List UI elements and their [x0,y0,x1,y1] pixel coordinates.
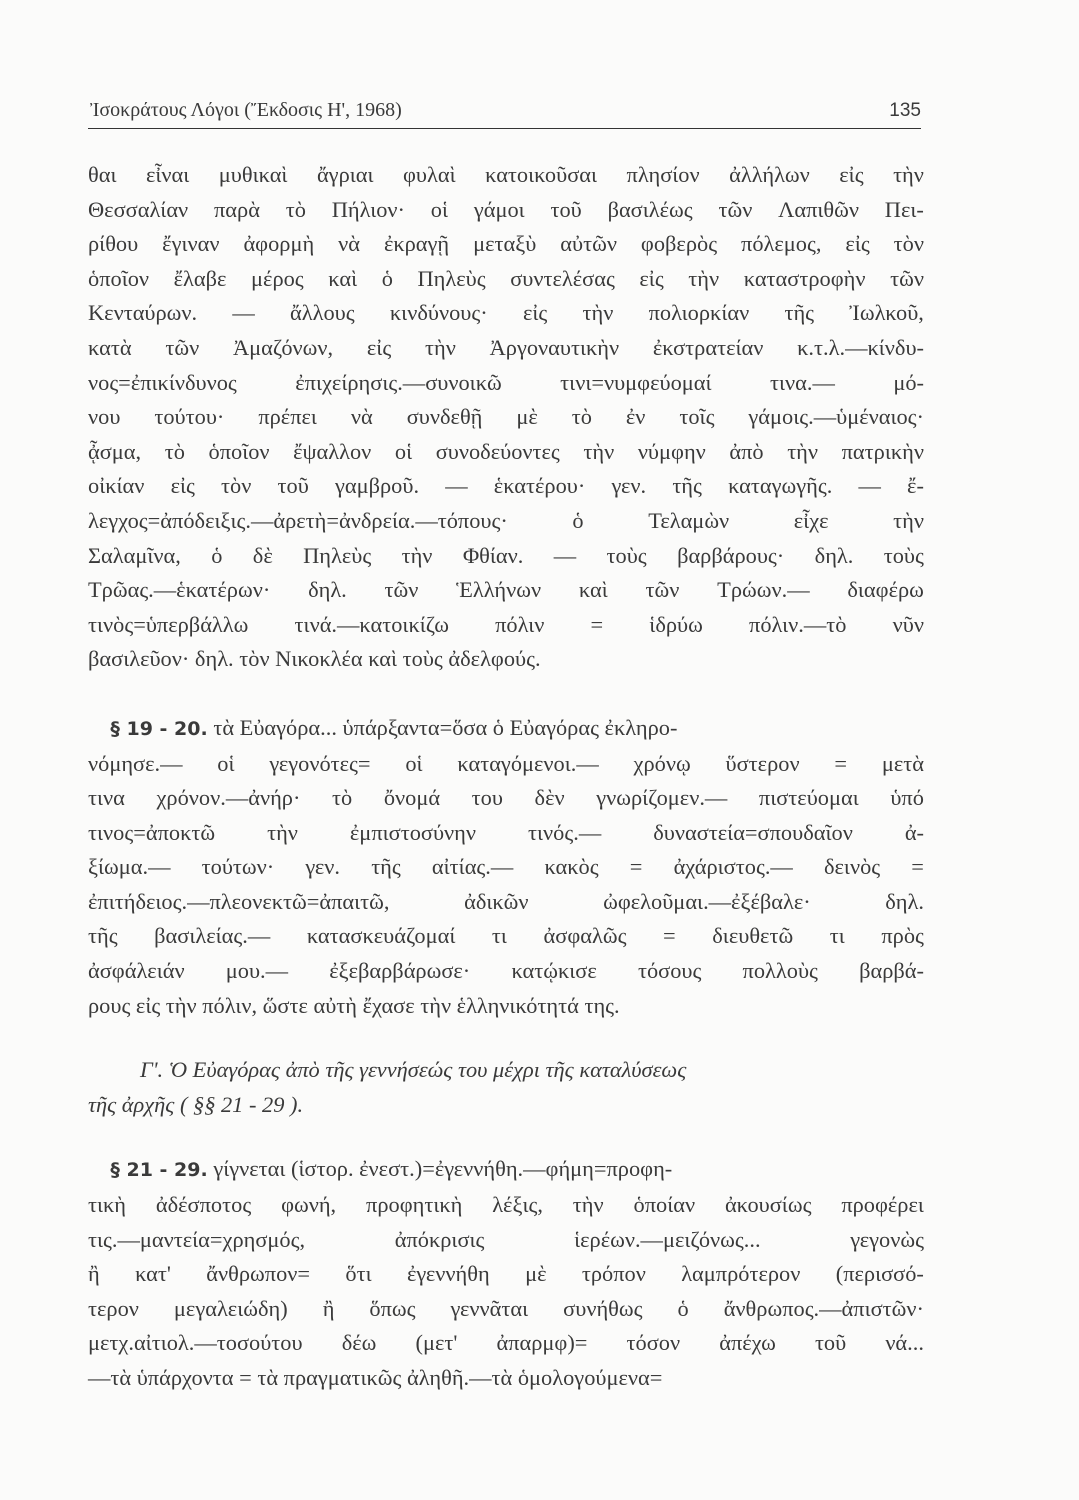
text-line: τινὸς=ὑπερβάλλω τινά.—κατοικίζω πόλιν = ἱδρύω πόλιν.—τὸ νῦν [88,611,924,637]
text-line: νου τούτου· πρέπει νὰ συνδεθῇ μὲ τὸ ἐν τοῖς γάμοις.—ὑμέναιος· [88,404,924,430]
text-line: μετχ.αἰτιολ.—τοσούτου δέω (μετ' ἀπαρμφ)= τόσον ἀπέχω τοῦ νά... [88,1330,924,1356]
commentary-paragraph-2 [88,711,924,1023]
text-line: νος=ἐπικίνδυνος ἐπιχείρησις.—συνοικῶ τινι=νυμφεύομαί τινα.— μό- [88,369,924,395]
text-line: Σαλαμῖνα, ὁ δὲ Πηλεὺς τὴν Φθίαν. — τοὺς βαρβάρους· δηλ. τοὺς [88,542,924,568]
text-line: τινα χρόνον.—ἀνήρ· τὸ ὄνομά του δὲν γνωρίζομεν.— πιστεύομαι ὑπό [88,785,924,811]
running-header [88,92,921,129]
section-heading-line-1: Γ'. Ὁ Εὐαγόρας ἀπὸ τῆς γεννήσεώς του μέχρι τῆς καταλύσεως [140,1057,687,1083]
section-heading [88,1053,924,1122]
text-line: τερον μεγαλειώδη) ἢ ὅπως γεννᾶται συνήθως ὁ ἄνθρωπος.—ἀπιστῶν· [88,1295,924,1321]
text-line: ξίωμα.— τούτων· γεν. τῆς αἰτίας.— κακὸς = ἀχάριστος.— δεινὸς = [88,854,924,880]
text-line: λεγχος=ἀπόδειξις.—ἀρετὴ=ἀνδρεία.—τόπους· ὁ Τελαμὼν εἶχε τὴν [88,507,924,533]
text-line: θαι εἶναι μυθικαὶ ἄγριαι φυλαὶ κατοικοῦσαι πλησίον ἀλλήλων εἰς τὴν [88,162,924,187]
text-line: Τρῶας.—ἑκατέρων· δηλ. τῶν Ἑλλήνων καὶ τῶν Τρώων.— διαφέρω [88,577,924,603]
text-line: ἀσφάλειάν μου.— ἐξεβαρβάρωσε· κατῴκισε τόσους πολλοὺς βαρβά- [88,958,924,984]
text-line: ρους εἰς τὴν πόλιν, ὥστε αὐτὴ ἔχασε τὴν ἑλληνικότητά της. [88,992,620,1018]
text-line: οἰκίαν εἰς τὸν τοῦ γαμβροῦ. — ἑκατέρου· γεν. τῆς καταγωγῆς. — ἔ- [88,473,924,499]
text-line: κατὰ τῶν Ἀμαζόνων, εἰς τὴν Ἀργοναυτικὴν ἐκστρατείαν κ.τ.λ.—κίνδυ- [88,334,924,360]
text-line: ἢ κατ' ἄνθρωπον= ὅτι ἐγεννήθη μὲ τρόπον λαμπρότερον (περισσό- [88,1261,924,1287]
text-line: τινος=ἀποκτῶ τὴν ἐμπιστοσύνην τινός.— δυναστεία=σπουδαῖον ἀ- [88,819,924,845]
section-mark: § 19 - 20. [110,717,208,740]
text-line: τῆς βασιλείας.— κατασκευάζομαί τι ἀσφαλῶς = διευθετῶ τι πρὸς [88,923,924,949]
body-text [88,158,924,1396]
text-line: βασιλεῦον· δηλ. τὸν Νικοκλέα καὶ τοὺς ἀδελφούς. [88,646,541,672]
commentary-paragraph-1 [88,158,924,677]
section-mark: § 21 - 29. [110,1159,208,1182]
text-line: τικὴ ἀδέσποτος φωνή, προφητικὴ λέξις, τὴν ὁποίαν ἀκουσίως προφέρει [88,1192,924,1218]
text-line: ἐπιτήδειος.—πλεονεκτῶ=ἀπαιτῶ, ἀδικῶν ὠφελοῦμαι.—ἐξέβαλε· δηλ. [88,888,924,914]
section-start-line: § 21 - 29. γίγνεται (ἱστορ. ἐνεστ.)=ἐγεννήθη.—φήμη=προφη- [110,1156,673,1182]
section-start-line: § 19 - 20. τὰ Εὐαγόρα... ὑπάρξαντα=ὅσα ὁ Εὐαγόρας ἐκληρο- [110,714,678,740]
text-line: ὁποῖον ἔλαβε μέρος καὶ ὁ Πηλεὺς συντελέσας εἰς τὴν καταστροφὴν τῶν [88,265,924,291]
text-line: Θεσσαλίαν παρὰ τὸ Πήλιον· οἱ γάμοι τοῦ βασιλέως τῶν Λαπιθῶν Πει- [88,196,924,222]
commentary-paragraph-3 [88,1152,924,1395]
page-number: 135 [889,100,921,121]
text-line: νόμησε.— οἱ γεγονότες= οἱ καταγόμενοι.— χρόνῳ ὕστερον = μετὰ [88,750,924,776]
text-line: Κενταύρων. — ἄλλους κινδύνους· εἰς τὴν πολιορκίαν τῆς Ἰωλκοῦ, [88,300,924,326]
text-line: —τὰ ὑπάρχοντα = τὰ πραγματικῶς ἀληθῆ.—τὰ ὁμολογούμενα= [88,1365,663,1390]
text-line: τις.—μαντεία=χρησμός, ἀπόκρισις ἱερέων.—μειζόνως... γεγονὼς [88,1226,924,1252]
section-heading-line-2: τῆς ἀρχῆς ( §§ 21 - 29 ). [88,1091,304,1117]
text-line: ρίθου ἔγιναν ἀφορμὴ νὰ ἐκραγῇ μεταξὺ αὐτῶν φοβερὸς πόλεμος, εἰς τὸν [88,231,924,257]
header-title: Ἰσοκράτους Λόγοι (Ἔκδοσις Η', 1968) [90,99,402,121]
text-line: ᾆσμα, τὸ ὁποῖον ἔψαλλον οἱ συνοδεύοντες τὴν νύμφην ἀπὸ τὴν πατρικὴν [88,438,924,464]
